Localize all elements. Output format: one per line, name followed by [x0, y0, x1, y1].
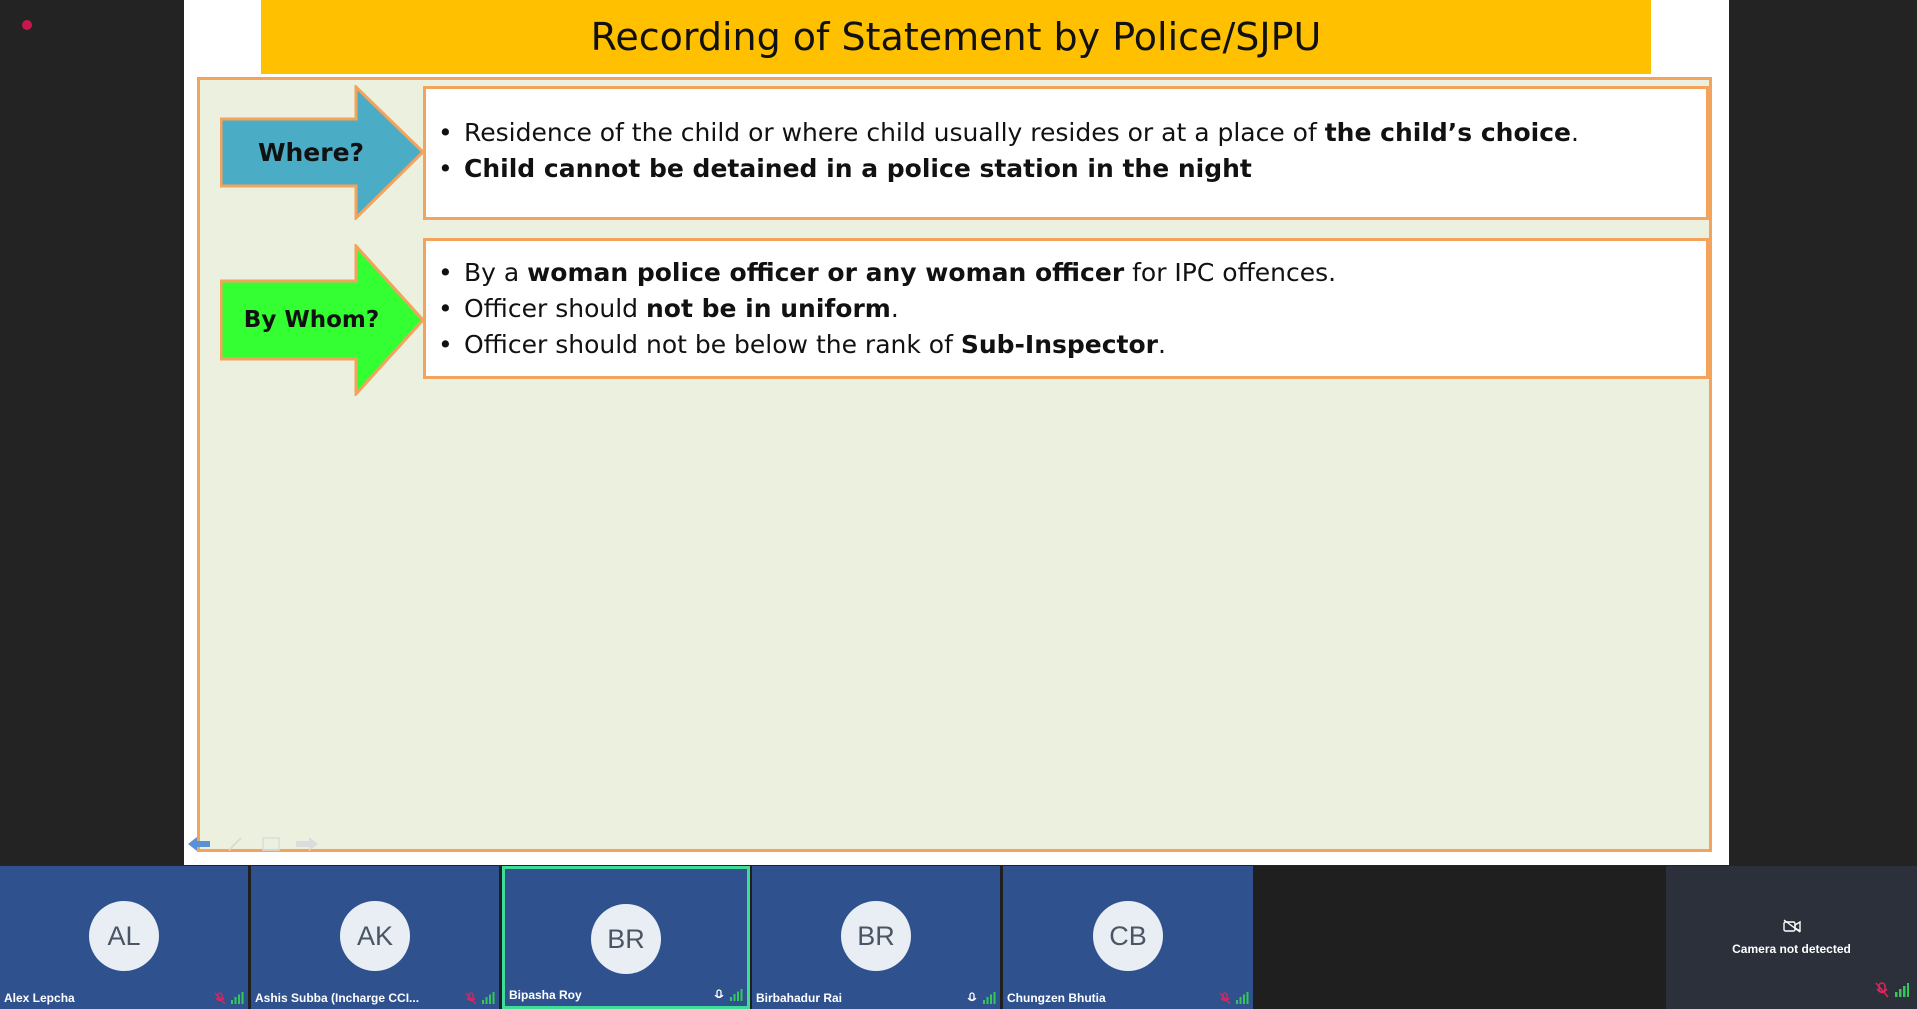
participant-tile[interactable] — [251, 866, 499, 1009]
participant-tile[interactable] — [0, 866, 248, 1009]
slide-content-frame — [197, 77, 1712, 852]
avatar: CB — [1093, 901, 1163, 971]
shared-slide — [184, 0, 1729, 865]
signal-icon — [231, 992, 244, 1004]
participant-nameplate — [251, 987, 499, 1009]
bullet-text: . — [890, 294, 899, 323]
bullet-text: not be in uniform — [645, 294, 891, 323]
bullet-item — [438, 327, 1706, 363]
mic-muted-icon — [466, 992, 476, 1005]
avatar: BR — [841, 901, 911, 971]
avatar: AK — [340, 901, 410, 971]
by-whom-arrow — [220, 244, 425, 396]
pen-icon[interactable] — [224, 836, 246, 852]
bullet-text: . — [1158, 330, 1166, 359]
participant-nameplate — [505, 984, 747, 1006]
mic-muted-icon[interactable] — [1875, 982, 1889, 1003]
previous-slide-icon[interactable] — [188, 836, 210, 852]
participant-name: Chungzen Bhutia — [1007, 991, 1106, 1005]
participant-name: Birbahadur Rai — [756, 991, 843, 1005]
by-whom-bullets — [438, 255, 1706, 363]
signal-icon — [1236, 992, 1249, 1004]
signal-icon — [1895, 983, 1909, 1002]
participant-tile[interactable] — [1003, 866, 1253, 1009]
bullet-text: for IPC offences. — [1124, 258, 1337, 287]
bullet-item — [438, 255, 1706, 291]
slide-title-bar — [261, 0, 1651, 74]
participant-nameplate — [1003, 987, 1253, 1009]
bullet-item — [438, 115, 1706, 151]
where-arrow — [220, 85, 425, 220]
bullet-text: woman police officer or any woman officer — [527, 258, 1125, 287]
camera-status-text: Camera not detected — [1732, 942, 1851, 956]
bullet-text: Child cannot be detained in a police station in the night — [464, 154, 1252, 183]
self-view-tile[interactable] — [1666, 866, 1917, 1009]
where-label: Where? — [257, 138, 365, 167]
avatar: AL — [89, 901, 159, 971]
recording-dot-icon — [22, 20, 32, 30]
slide-toolbar — [184, 832, 318, 856]
bullet-text: Officer should — [464, 294, 646, 323]
by-whom-box — [423, 238, 1709, 379]
signal-icon — [983, 992, 996, 1004]
where-box — [423, 86, 1709, 220]
participant-nameplate — [0, 987, 248, 1009]
participant-name: Ashis Subba (Incharge CCI... — [255, 991, 420, 1005]
signal-icon — [482, 992, 495, 1004]
participant-nameplate — [752, 987, 1000, 1009]
participant-tile[interactable] — [752, 866, 1000, 1009]
participants-strip — [0, 866, 1917, 1009]
participant-tile[interactable] — [502, 866, 750, 1009]
by-whom-label: By Whom? — [243, 307, 380, 333]
mic-icon — [714, 989, 724, 1002]
slide-title: Recording of Statement by Police/SJPU — [590, 15, 1322, 59]
bullet-text: Sub-Inspector — [960, 330, 1159, 359]
mic-icon — [967, 992, 977, 1005]
bullet-text: the child’s choice — [1324, 118, 1571, 147]
bullet-text: Residence of the child or where child usually resides or at a place of — [464, 118, 1325, 147]
camera-off-icon — [1783, 919, 1801, 938]
mic-muted-icon — [1220, 992, 1230, 1005]
bullet-item — [438, 151, 1706, 187]
bullet-text: . — [1571, 118, 1579, 147]
participant-name: Bipasha Roy — [509, 988, 582, 1002]
bullet-item — [438, 291, 1706, 327]
mic-muted-icon — [215, 992, 225, 1005]
where-bullets — [438, 115, 1706, 187]
bullet-text: By a — [464, 258, 528, 287]
bullet-text: Officer should not be below the rank of — [464, 330, 961, 359]
avatar: BR — [591, 904, 661, 974]
participant-name: Alex Lepcha — [4, 991, 75, 1005]
slide-menu-icon[interactable] — [260, 836, 282, 852]
signal-icon — [730, 989, 743, 1001]
next-slide-icon[interactable] — [296, 836, 318, 852]
